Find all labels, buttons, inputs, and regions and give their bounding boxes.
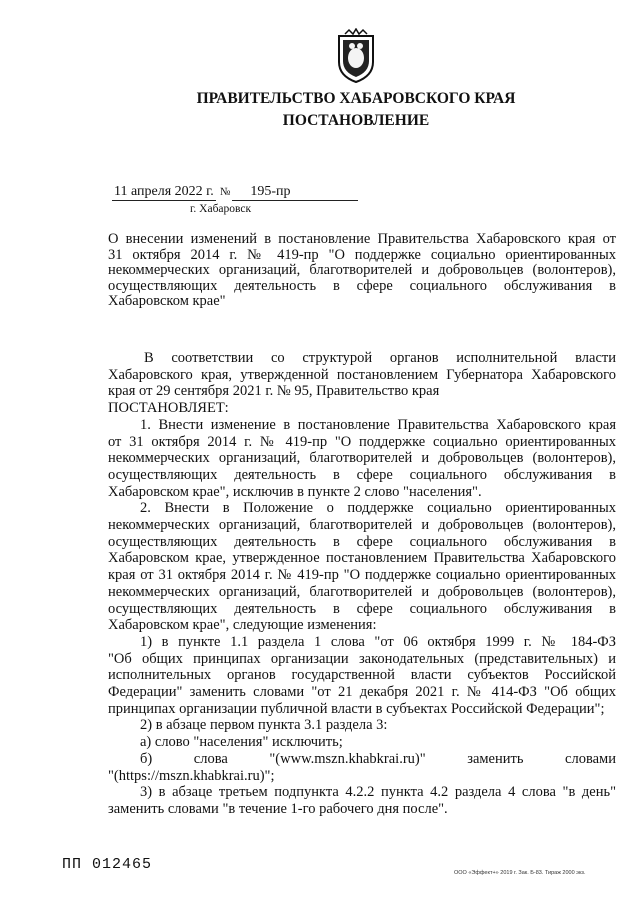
body-line: некоммерческих организаций, благотворителей и добровольцев (волонтеров), <box>108 517 616 534</box>
document-type: ПОСТАНОВЛЕНИЕ <box>282 112 430 129</box>
body-line: осуществляющих деятельность в сфере социального обслуживания в <box>108 466 616 483</box>
body-line: принципах организации публичной власти в субъектах Российской Федерации"; <box>108 700 605 717</box>
body-line: заменить словами "в течение 1-го рабочего дня после". <box>108 800 448 817</box>
body-line: ПОСТАНОВЛЯЕТ: <box>108 400 229 417</box>
body-line: а) слово "населения" исключить; <box>140 734 343 751</box>
body-line: Федерации" заменить словами "от 21 декабря 2021 г. № 414-ФЗ "Об общих <box>108 684 616 701</box>
subject-line: 31 октября 2014 г. № 419-пр "О поддержке социально ориентированных <box>108 246 616 263</box>
coat-of-arms-icon <box>333 28 379 84</box>
body-line: "(https://mszn.khabkrai.ru)"; <box>108 767 275 784</box>
body-line: 2. Внести в Положение о поддержке социально ориентированных <box>140 500 616 517</box>
body-line: некоммерческих организаций, благотворителей и добровольцев (волонтеров), <box>108 450 616 467</box>
body-line: некоммерческих организаций, благотворителей и добровольцев (волонтеров), <box>108 583 616 600</box>
document-date: 11 апреля 2022 г. <box>114 184 214 199</box>
body-line: от 31 октября 2014 г. № 419-пр "О поддержке социально ориентированных <box>108 433 616 450</box>
body-line: 1. Внести изменение в постановление Правительства Хабаровского края <box>140 416 616 433</box>
document-body <box>108 350 616 818</box>
printer-imprint: ООО «Эффект+» 2019 г. Зак. Б-83. Тираж 2000 экз. <box>454 870 586 876</box>
number-sign: № <box>219 186 231 198</box>
government-title: ПРАВИТЕЛЬСТВО ХАБАРОВСКОГО КРАЯ <box>196 90 516 107</box>
body-line: края от 29 сентября 2021 г. № 95, Правительство края <box>108 383 440 400</box>
body-line: Хабаровском крае, утвержденное постановлением Правительства Хабаровского <box>108 550 616 567</box>
body-line: исполнительных органов государственной власти субъектов Российской <box>108 667 616 684</box>
document-number: 195-пр <box>232 184 358 201</box>
body-line: осуществляющих деятельность в сфере социального обслуживания в <box>108 600 616 617</box>
subject-line: Хабаровском крае" <box>108 293 226 309</box>
body-line: б) слова "(www.mszn.khabkrai.ru)" заменить словами <box>140 750 616 767</box>
body-line: Хабаровском крае", исключив в пункте 2 слово "населения". <box>108 483 482 500</box>
date-number-line <box>112 184 358 201</box>
body-line: "Об общих принципах организации законодательных (представительных) и <box>108 650 616 667</box>
body-line: края от 31 октября 2014 г. № 419-пр "О поддержке социально ориентированных <box>108 567 616 584</box>
subject-line: некоммерческих организаций, благотворителей и добровольцев (волонтеров), <box>108 262 616 278</box>
body-line: Хабаровского края, утвержденной постановлением Губернатора Хабаровского <box>108 366 616 383</box>
subject-line: О внесении изменений в постановление Правительства Хабаровского края от <box>108 231 616 247</box>
body-line: Хабаровском крае", следующие изменения: <box>108 617 377 634</box>
form-code: ПП 012465 <box>62 856 153 873</box>
body-line: В соответствии со структурой органов исполнительной власти <box>144 350 616 366</box>
body-line: осуществляющих деятельность в сфере социального обслуживания в <box>108 533 616 550</box>
body-line: 2) в абзаце первом пункта 3.1 раздела 3: <box>140 717 388 734</box>
subject-line: осуществляющих деятельность в сфере социального обслуживания в <box>108 277 616 294</box>
document-subject <box>108 232 616 310</box>
city: г. Хабаровск <box>190 203 252 215</box>
body-line: 3) в абзаце третьем подпункта 4.2.2 пункта 4.2 раздела 4 слова "в день" <box>140 784 616 801</box>
body-line: 1) в пункте 1.1 раздела 1 слова "от 06 октября 1999 г. № 184-ФЗ <box>140 633 616 650</box>
